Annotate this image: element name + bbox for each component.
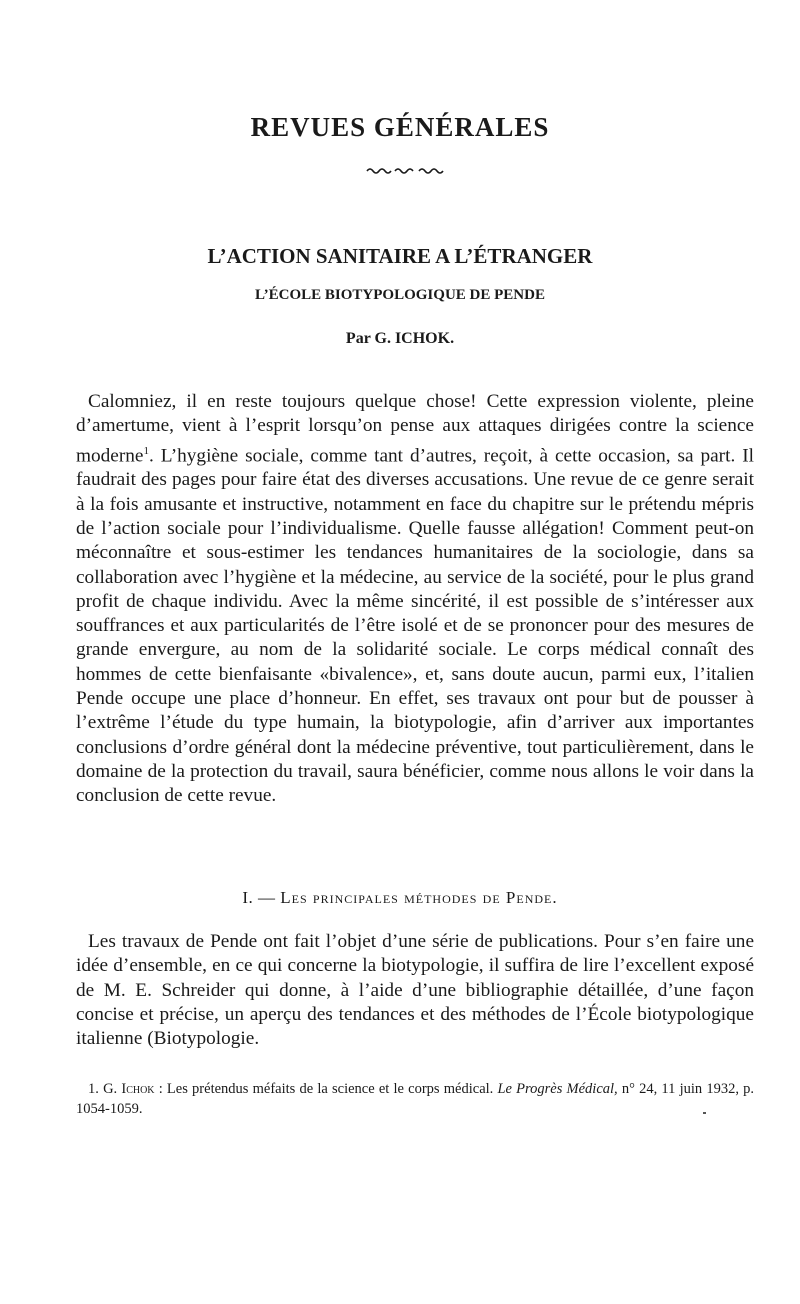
paragraph-methods: Les travaux de Pende ont fait l’objet d’une série de publications. Pour s’en faire une idée d’ensemble, en ce qui concerne la biotypologie, il suffira de lire l’excellent exposé de M. E. Schreider qui donne, à l’aide d’une bibliographie détaillée, d’une façon concise et précise, un aperçu des tendances et des méthodes de l’École biotypologique italienne (Biotypologie. <box>76 931 754 1050</box>
paragraph-intro-part-b: . L’hygiène sociale, comme tant d’autres, reçoit, à cette occasion, sa part. Il faudrait des pages pour faire état des diverses accusations. Une revue de ce genre serait à la fois amusante et instructive, notamment en face du chapitre sur le prétendu mépris de l’action sociale pour l’individualisme. Quelle fausse allégation! Comment peut-on méconnaître et sous-estimer les tendances humanitaires de la sociologie, dans sa collaboration avec l’hygiène et la médecine, au service de la société, pour le plus grand profit de chaque individu. Avec la même sincérité, il est possible de s’intéresser aux souffrances et aux particularités de l’être isolé et de se prononcer pour des mesures de grande envergure, au nom de la solidarité sociale. Le corps médical connaît des hommes de cette bienfaisante «bivalence», et, sans doute aucun, parmi eux, l’italien Pende occupe une place d’honneur. En effet, ses travaux ont pour but de pousser à l’extrême l’étude du type humain, la biotypologie, afin d’arriver aux importantes conclusions d’ordre général dont la médecine préventive, tout particulièrement, dans le domaine de la protection du travail, saura bénéficier, comme nous allons le voir dans la conclusion de cette revue. <box>76 445 754 807</box>
article-title: L’ACTION SANITAIRE A L’ÉTRANGER <box>207 244 593 268</box>
footnote-reference: 1 <box>143 444 149 457</box>
footnote-journal: Le Progrès Médical, <box>497 1081 618 1097</box>
author-byline: Par G. ICHOK. <box>345 330 455 347</box>
section-heading-text: Les principales méthodes de Pende. <box>280 888 558 907</box>
section-number: I. — <box>242 888 276 907</box>
paragraph-intro-part-a: Calomniez, il en reste toujours quelque chose! Cette expression violente, pleine d’amertume, vient à l’esprit lorsqu’on pense aux attaques dirigées contre la science moderne <box>76 391 754 467</box>
paragraph-intro <box>76 390 754 808</box>
footnote-number: 1. <box>88 1081 104 1097</box>
footnote-author: G. Ichok <box>103 1081 155 1097</box>
section-heading <box>0 888 800 908</box>
footnote-text-a: : Les prétendus méfaits de la science et le corps médical. <box>154 1081 498 1097</box>
footnote <box>76 1079 754 1119</box>
wavy-ornament <box>365 165 445 177</box>
print-speck <box>703 1112 706 1114</box>
footnote-text-b: n° 24, 11 juin 1932, p. 1054-1059. <box>76 1081 755 1117</box>
article-subtitle: L’ÉCOLE BIOTYPOLOGIQUE DE PENDE <box>255 287 545 303</box>
section-title: REVUES GÉNÉRALES <box>250 112 550 142</box>
